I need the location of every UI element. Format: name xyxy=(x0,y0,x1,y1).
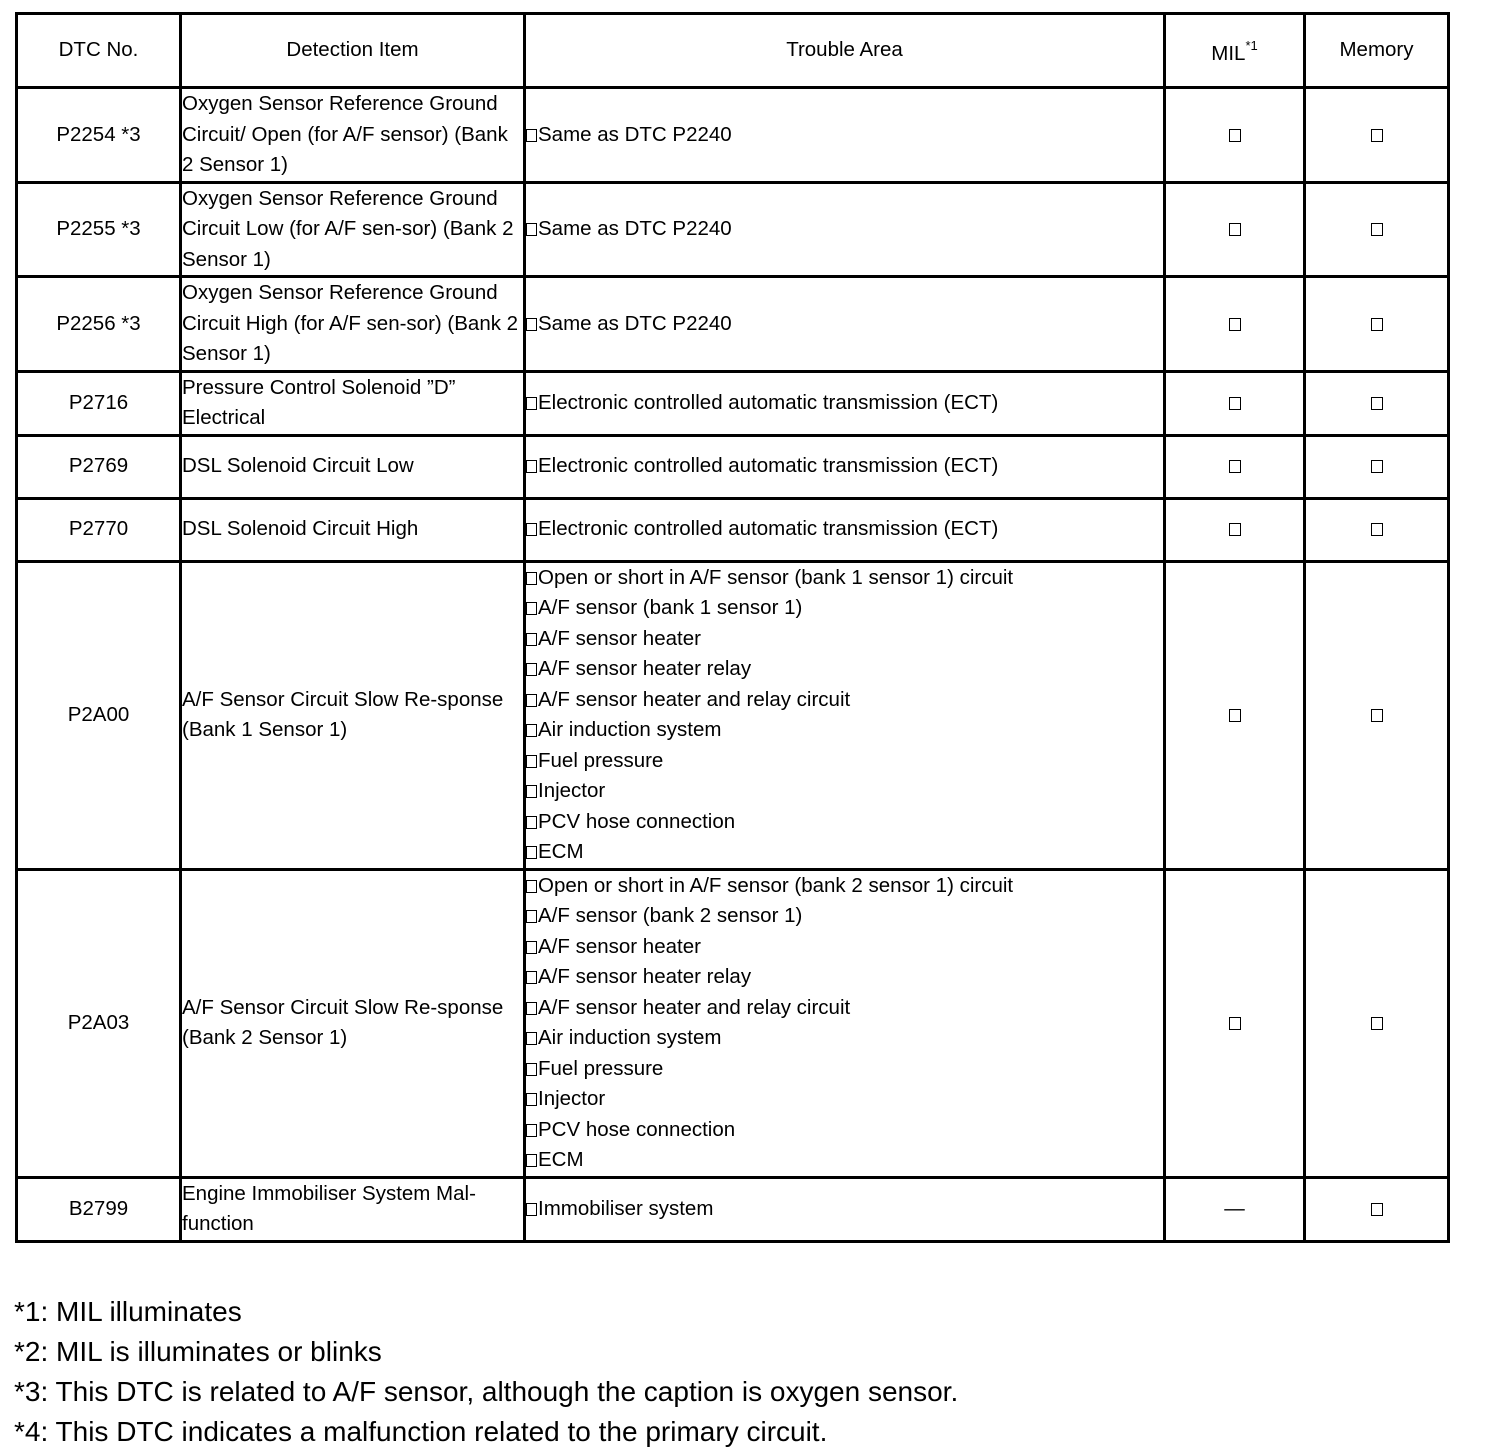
dtc-table xyxy=(15,12,1450,1243)
trouble-area xyxy=(525,371,1165,435)
mil-check-icon xyxy=(1229,523,1241,536)
dtc-code: P2A00 xyxy=(17,561,181,869)
bullet-box-icon xyxy=(526,1093,537,1106)
table-row xyxy=(17,869,1449,1177)
trouble-area-item xyxy=(526,685,1163,716)
trouble-area-text: Fuel pressure xyxy=(538,1056,664,1080)
trouble-area-item xyxy=(526,715,1163,746)
bullet-box-icon xyxy=(526,223,537,236)
trouble-area-item xyxy=(526,654,1163,685)
trouble-area-text: ECM xyxy=(538,1148,584,1171)
memory-cell xyxy=(1305,88,1449,183)
memory-check-icon xyxy=(1371,460,1383,473)
header-row xyxy=(17,14,1449,88)
trouble-area-text: A/F sensor (bank 1 sensor 1) xyxy=(538,596,803,619)
trouble-area-item xyxy=(526,993,1163,1024)
header-memory: Memory xyxy=(1305,14,1449,88)
trouble-area-item xyxy=(526,451,1163,482)
bullet-box-icon xyxy=(526,602,537,615)
trouble-area-text: Same as DTC P2240 xyxy=(538,122,732,146)
trouble-area-item xyxy=(526,563,1163,594)
trouble-area-text: Open or short in A/F sensor (bank 1 sensor 1) circuit xyxy=(538,565,1014,589)
bullet-box-icon xyxy=(526,785,537,798)
memory-check-icon xyxy=(1371,129,1383,142)
dtc-code: P2255 *3 xyxy=(17,182,181,277)
mil-cell xyxy=(1165,498,1305,561)
memory-cell xyxy=(1305,498,1449,561)
footnote: *3: This DTC is related to A/F sensor, although the caption is oxygen sensor. xyxy=(14,1376,959,1407)
bullet-box-icon xyxy=(526,846,537,859)
memory-check-icon xyxy=(1371,709,1383,722)
detection-item: DSL Solenoid Circuit Low xyxy=(181,435,525,498)
bullet-box-icon xyxy=(526,572,537,585)
bullet-box-icon xyxy=(526,941,537,954)
mil-cell xyxy=(1165,435,1305,498)
bullet-box-icon xyxy=(526,523,537,536)
detection-item: DSL Solenoid Circuit High xyxy=(181,498,525,561)
trouble-area-item xyxy=(526,837,1163,868)
memory-check-icon xyxy=(1371,523,1383,536)
memory-cell xyxy=(1305,869,1449,1177)
memory-cell xyxy=(1305,561,1449,869)
trouble-area-item xyxy=(526,1084,1163,1115)
mil-cell: — xyxy=(1165,1177,1305,1241)
trouble-area-item xyxy=(526,593,1163,624)
memory-check-icon xyxy=(1371,1017,1383,1030)
memory-cell xyxy=(1305,182,1449,277)
table-row xyxy=(17,435,1449,498)
detection-item: Oxygen Sensor Reference Ground Circuit Low (for A/F sen-sor) (Bank 2 Sensor 1) xyxy=(181,182,525,277)
trouble-area-text: Electronic controlled automatic transmission (ECT) xyxy=(538,517,999,541)
mil-check-icon xyxy=(1229,397,1241,410)
trouble-area-item xyxy=(526,1115,1163,1146)
mil-check-icon xyxy=(1229,318,1241,331)
trouble-area-item xyxy=(526,776,1163,807)
trouble-area-text: A/F sensor heater xyxy=(538,934,701,958)
bullet-box-icon xyxy=(526,663,537,676)
memory-cell xyxy=(1305,277,1449,372)
bullet-box-icon xyxy=(526,1032,537,1045)
bullet-box-icon xyxy=(526,971,537,984)
trouble-area-text: Electronic controlled automatic transmission (ECT) xyxy=(538,390,999,414)
header-trouble-area: Trouble Area xyxy=(525,14,1165,88)
trouble-area-item xyxy=(526,624,1163,655)
table-row xyxy=(17,371,1449,435)
trouble-area xyxy=(525,435,1165,498)
trouble-area-item xyxy=(526,120,1163,151)
table-row xyxy=(17,182,1449,277)
table-row xyxy=(17,1177,1449,1241)
mil-cell xyxy=(1165,88,1305,183)
footnote: *1: MIL illuminates xyxy=(14,1296,242,1327)
bullet-box-icon xyxy=(526,816,537,829)
table-row xyxy=(17,561,1449,869)
mil-cell xyxy=(1165,371,1305,435)
mil-check-icon xyxy=(1229,1017,1241,1030)
trouble-area-text: A/F sensor heater xyxy=(538,626,701,650)
dtc-code: P2770 xyxy=(17,498,181,561)
mil-check-icon xyxy=(1229,460,1241,473)
trouble-area xyxy=(525,498,1165,561)
detection-item: Pressure Control Solenoid ”D” Electrical xyxy=(181,371,525,435)
trouble-area-text: PCV hose connection xyxy=(538,1117,736,1141)
trouble-area-text: A/F sensor heater relay xyxy=(538,965,752,988)
bullet-box-icon xyxy=(526,633,537,646)
bullet-box-icon xyxy=(526,1154,537,1167)
footnote: *2: MIL is illuminates or blinks xyxy=(14,1336,382,1367)
detection-item: A/F Sensor Circuit Slow Re-sponse (Bank 2 Sensor 1) xyxy=(181,869,525,1177)
bullet-box-icon xyxy=(526,397,537,410)
dtc-code: P2A03 xyxy=(17,869,181,1177)
bullet-box-icon xyxy=(526,724,537,737)
trouble-area-text: ECM xyxy=(538,840,584,863)
trouble-area-text: Open or short in A/F sensor (bank 2 sensor 1) circuit xyxy=(538,873,1014,897)
trouble-area-text: Injector xyxy=(538,1087,606,1110)
trouble-area-text: A/F sensor heater and relay circuit xyxy=(538,995,851,1019)
mil-cell xyxy=(1165,561,1305,869)
trouble-area xyxy=(525,182,1165,277)
trouble-area-item xyxy=(526,871,1163,902)
bullet-box-icon xyxy=(526,694,537,707)
header-mil xyxy=(1165,14,1305,88)
footnote: *4: This DTC indicates a malfunction related to the primary circuit. xyxy=(14,1416,828,1447)
trouble-area-item xyxy=(526,932,1163,963)
trouble-area-text: Same as DTC P2240 xyxy=(538,311,732,335)
memory-cell xyxy=(1305,435,1449,498)
bullet-box-icon xyxy=(526,318,537,331)
mil-cell xyxy=(1165,182,1305,277)
bullet-box-icon xyxy=(526,1063,537,1076)
memory-check-icon xyxy=(1371,1203,1383,1216)
table-row xyxy=(17,277,1449,372)
header-detection-item: Detection Item xyxy=(181,14,525,88)
detection-item: A/F Sensor Circuit Slow Re-sponse (Bank 1 Sensor 1) xyxy=(181,561,525,869)
dtc-code: P2769 xyxy=(17,435,181,498)
trouble-area xyxy=(525,277,1165,372)
trouble-area-text: A/F sensor heater relay xyxy=(538,657,752,680)
trouble-area-item xyxy=(526,514,1163,545)
bullet-box-icon xyxy=(526,880,537,893)
header-dtc-no: DTC No. xyxy=(17,14,181,88)
mil-cell xyxy=(1165,869,1305,1177)
mil-cell xyxy=(1165,277,1305,372)
memory-check-icon xyxy=(1371,318,1383,331)
dtc-code: B2799 xyxy=(17,1177,181,1241)
table-row xyxy=(17,498,1449,561)
detection-item: Engine Immobiliser System Mal-function xyxy=(181,1177,525,1241)
trouble-area-item xyxy=(526,901,1163,932)
memory-cell xyxy=(1305,371,1449,435)
trouble-area-text: Air induction system xyxy=(538,1026,722,1049)
trouble-area-text: Same as DTC P2240 xyxy=(538,217,732,240)
trouble-area-item xyxy=(526,1145,1163,1176)
trouble-area xyxy=(525,561,1165,869)
footnotes xyxy=(14,1292,958,1452)
trouble-area-text: Electronic controlled automatic transmission (ECT) xyxy=(538,454,999,478)
trouble-area-item xyxy=(526,309,1163,340)
trouble-area-item xyxy=(526,1194,1163,1225)
bullet-box-icon xyxy=(526,1124,537,1137)
trouble-area xyxy=(525,88,1165,183)
trouble-area-item xyxy=(526,962,1163,993)
detection-item: Oxygen Sensor Reference Ground Circuit/ Open (for A/F sensor) (Bank 2 Sensor 1) xyxy=(181,88,525,183)
bullet-box-icon xyxy=(526,1203,537,1216)
trouble-area-text: Injector xyxy=(538,779,606,802)
trouble-area-text: Immobiliser system xyxy=(538,1196,714,1220)
trouble-area-text: A/F sensor heater and relay circuit xyxy=(538,687,851,711)
bullet-box-icon xyxy=(526,910,537,923)
mil-check-icon xyxy=(1229,129,1241,142)
trouble-area-item xyxy=(526,388,1163,419)
trouble-area-text: Air induction system xyxy=(538,718,722,741)
bullet-box-icon xyxy=(526,460,537,473)
trouble-area-item xyxy=(526,807,1163,838)
bullet-box-icon xyxy=(526,1002,537,1015)
table-row xyxy=(17,88,1449,183)
mil-check-icon xyxy=(1229,223,1241,236)
memory-check-icon xyxy=(1371,223,1383,236)
dtc-code: P2254 *3 xyxy=(17,88,181,183)
header-mil-label: MIL xyxy=(1211,42,1246,66)
trouble-area-item xyxy=(526,1054,1163,1085)
bullet-box-icon xyxy=(526,129,537,142)
memory-check-icon xyxy=(1371,397,1383,410)
detection-item: Oxygen Sensor Reference Ground Circuit High (for A/F sen-sor) (Bank 2 Sensor 1) xyxy=(181,277,525,372)
trouble-area-text: PCV hose connection xyxy=(538,809,736,833)
trouble-area-text: Fuel pressure xyxy=(538,748,664,772)
trouble-area xyxy=(525,1177,1165,1241)
dtc-code: P2716 xyxy=(17,371,181,435)
trouble-area xyxy=(525,869,1165,1177)
dtc-code: P2256 *3 xyxy=(17,277,181,372)
trouble-area-item xyxy=(526,1023,1163,1054)
header-mil-footnote: *1 xyxy=(1245,38,1258,54)
trouble-area-item xyxy=(526,746,1163,777)
mil-check-icon xyxy=(1229,709,1241,722)
memory-cell xyxy=(1305,1177,1449,1241)
trouble-area-item xyxy=(526,214,1163,245)
trouble-area-text: A/F sensor (bank 2 sensor 1) xyxy=(538,904,803,927)
bullet-box-icon xyxy=(526,755,537,768)
